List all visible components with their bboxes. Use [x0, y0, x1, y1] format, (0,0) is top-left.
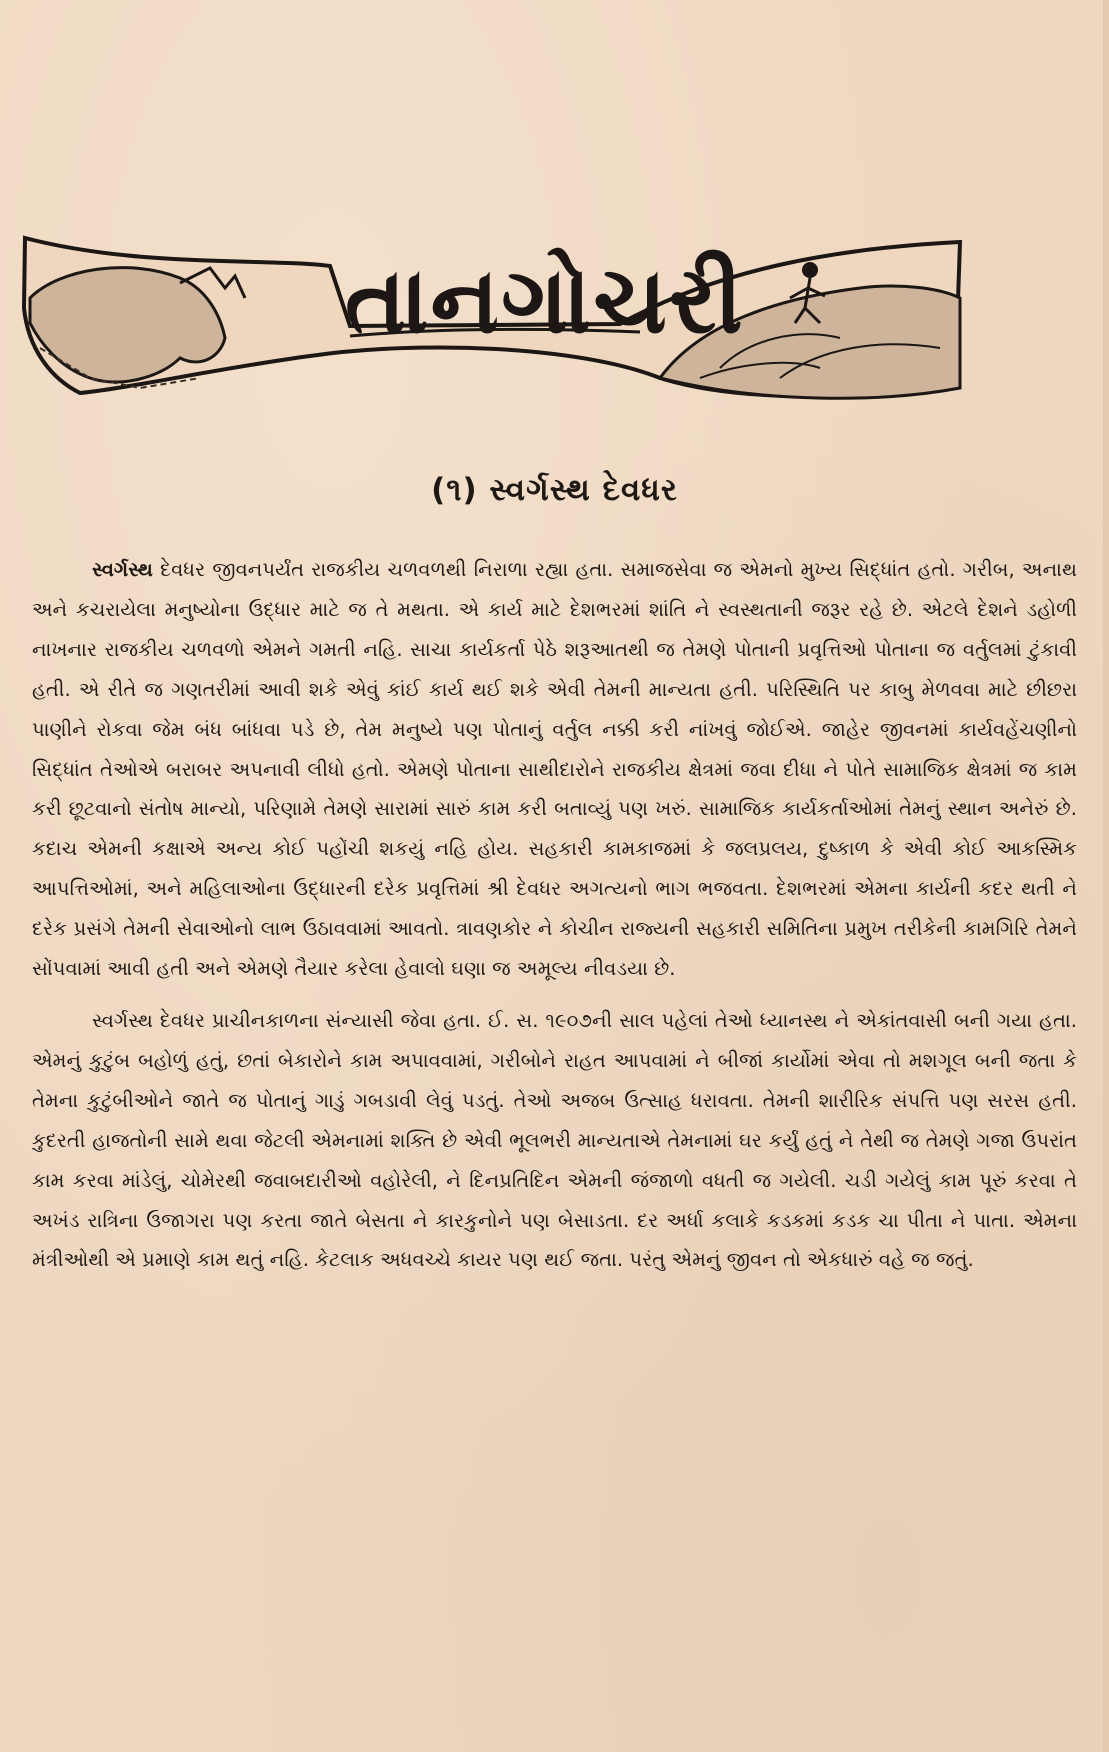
article-heading: (૧) સ્વર્ગસ્થ દેવધર	[431, 472, 678, 508]
paragraph-text: દેવધર જીવનપર્યંત રાજકીય ચળવળથી નિરાળા રહ્યા હતા. સમાજસેવા જ એમનો મુખ્ય સિદ્ધાંત હતો. ગરીબ, અનાથ અને કચરાયેલા મનુષ્યોના ઉદ્ધાર માટે જ તે મથતા. એ કાર્ય માટે દેશભરમાં શાંતિ ને સ્વસ્થતાની જરૂર રહે છે. એટલે દેશને ડહોળી નાખનાર રાજકીય ચળવળો એમને ગમતી નહિ. સાચા કાર્યકર્તા પેઠે શરૂઆતથી જ તેમણે પોતાની પ્રવૃત્તિઓ પોતાના જ વર્તુલમાં ટુંકાવી હતી. એ રીતે જ ગણતરીમાં આવી શકે એવું કાંઈ કાર્ય થઈ શકે એવી તેમની માન્યતા હતી. પરિસ્થિતિ પર કાબુ મેળવવા માટે છીછરા પાણીને રોકવા જેમ બંધ બાંધવા પડે છે, તેમ મનુષ્યે પણ પોતાનું વર્તુલ નક્કી કરી નાંખવું જોઈએ. જાહેર જીવનમાં કાર્યવહેંચણીનો સિદ્ધાંત તેઓએ બરાબર અપનાવી લીધો હતો. એમણે પોતાના સાથીદારોને રાજકીય ક્ષેત્રમાં જવા દીધા ને પોતે સામાજિક ક્ષેત્રમાં જ કામ કરી છૂટવાનો સંતોષ માન્યો, પરિણામે તેમણે સારામાં સારું કામ કરી બતાવ્યું પણ ખરું. સામાજિક કાર્યકર્તાઓમાં તેમનું સ્થાન અનેરું છે. કદાચ એમની કક્ષાએ અન્ય કોઈ પહોંચી શકયું નહિ હોય. સહકારી કામકાજમાં કે જલપ્રલય, દુષ્કાળ કે એવી કોઈ આકસ્મિક આપત્તિઓમાં, અને મહિલાઓના ઉદ્ધારની દરેક પ્રવૃત્તિમાં શ્રી દેવધર અગત્યનો ભાગ ભજવતા. દેશભરમાં એમના કાર્યની કદર થતી ને દરેક પ્રસંગે તેમની સેવાઓનો લાભ ઉઠાવવામાં આવતો. ત્રાવણકોર ને કોચીન રાજ્યની સહકારી સમિતિના પ્રમુખ તરીકેની કામગિરિ તેમને સોંપવામાં આવી હતી અને એમણે તૈયાર કરેલા હેવાલો ઘણા જ અમૂલ્ય નીવડયા છે.	[32, 558, 1077, 981]
page-edge	[1103, 0, 1109, 1752]
article-paragraph	[32, 550, 1077, 989]
banner-title: તાનગોચરી	[345, 246, 745, 354]
section-banner	[20, 228, 965, 438]
paragraph-lead-word: સ્વર્ગસ્થ	[92, 558, 153, 581]
figure-head-icon	[802, 262, 818, 278]
article-paragraph	[32, 1001, 1077, 1280]
paragraph-text: સ્વર્ગસ્થ દેવધર પ્રાચીનકાળના સંન્યાસી જેવા હતા. ઈ. સ. ૧૯૦૭ની સાલ પહેલાં તેઓ ધ્યાનસ્થ ને એકાંતવાસી બની ગયા હતા. એમનું કુટુંબ બહોળું હતું, છતાં બેકારોને કામ અપાવવામાં, ગરીબોને રાહત આપવામાં ને બીજાં કાર્યોમાં એવા તો મશગૂલ બની જતા કે તેમના કુટુંબીઓને જાતે જ પોતાનું ગાડું ગબડાવી લેવું પડતું. તેઓ અજબ ઉત્સાહ ધરાવતા. તેમની શારીરિક સંપત્તિ પણ સરસ હતી. કુદરતી હાજતોની સામે થવા જેટલી એમનામાં શક્તિ છે એવી ભૂલભરી માન્યતાએ તેમનામાં ઘર કર્યું હતું ને તેથી જ તેમણે ગજા ઉપરાંત કામ કરવા માંડેલું, ચોમેરથી જવાબદારીઓ વહોરેલી, ને દિનપ્રતિદિન એમની જંજાળો વધતી જ ગયેલી. ચડી ગયેલું કામ પૂરું કરવા તે અખંડ રાત્રિના ઉજાગરા પણ કરતા જાતે બેસતા ને કારકુનોને પણ બેસાડતા. દર અર્ધા કલાકે કડકમાં કડક ચા પીતા ને પાતા. એમના મંત્રીઓથી એ પ્રમાણે કામ થતું નહિ. કેટલાક અધવચ્ચે કાયર પણ થઈ જતા. પરંતુ એમનું જીવન તો એકધારું વહે જ જતું.	[32, 1008, 1077, 1272]
article-body	[32, 550, 1077, 1720]
